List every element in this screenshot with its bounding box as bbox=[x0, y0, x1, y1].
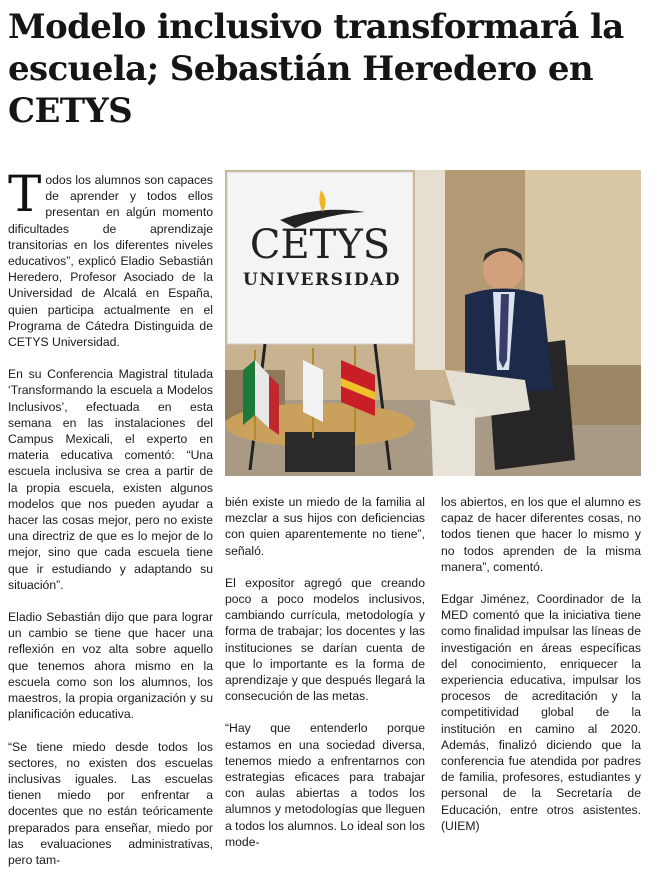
paragraph: los abiertos, en los que el alumno es capaz de hacer diferentes cosas, no todos tienen que hacer lo mismo y no todos aprenden de la misma manera”, comentó. bbox=[441, 495, 641, 574]
paragraph: Eladio Sebastián dijo que para lograr un cambio se tiene que hacer una reflexión en voz alta sobre aquello que tenemos ahora mismo en la escuela como son los alumnos, los maestros, la propia organización y su planificación educativa. bbox=[8, 610, 213, 722]
paragraph: En su Conferencia Magistral titulada ‘Transformando la escuela a Modelos Inclusivos’, efectuada en esta semana en las instalaciones del Campus Mexicali, el experto en materia educativa comentó: “Una escuela inclusiva se crea a partir de la propia escuela, existen algunos modelos que nos pueden ayudar a hacer las cosas mejor, pero no existe una directriz de que es lo mejor de lo mejor, sino que cada escuela tiene que ir estudiando y adaptando su situación”. bbox=[8, 367, 213, 592]
article-column-1 bbox=[8, 165, 213, 884]
paragraph-text: odos los alumnos son capaces de aprender y todos ellos presentan en algún momento dificultades de aprendizaje transitorias en los diferentes niveles educativos”, explicó Eladio Sebastián Heredero, Profesor Asociado de la Universidad de Alcalá en España, quien participa actualmente en el Programa de Cátedra Distinguida de CETYS Universidad. bbox=[8, 173, 213, 350]
sign-sub: UNIVERSIDAD bbox=[243, 270, 401, 290]
paragraph: Edgar Jiménez, Coordinador de la MED comentó que la iniciativa tiene como finalidad impulsar las líneas de investigación en áreas específicas del conocimiento, enriquecer la experiencia educativa, impulsar los procesos de acreditación y la competitividad global de la institución en camino al 2020. Además, finalizó diciendo que la conferencia fue atendida por padres de familia, profesores, estudiantes y personal de la Secretaría de Educación, entre otros asistentes. (UIEM) bbox=[441, 592, 641, 833]
paragraph: bién existe un miedo de la familia al mezclar a sus hijos con deficiencias con quien aparentemente no tiene”, señaló. bbox=[225, 495, 425, 558]
article-column-2 bbox=[225, 494, 425, 866]
drop-cap: T bbox=[8, 165, 42, 223]
photo-illustration bbox=[225, 170, 641, 476]
sign-brand: CETYS bbox=[249, 222, 391, 268]
article-column-3 bbox=[441, 494, 641, 850]
article-photo bbox=[225, 170, 641, 476]
article-headline: Modelo inclusivo transformará la escuela; Sebastián Heredero en CETYS bbox=[8, 7, 624, 131]
paragraph: El expositor agregó que creando poco a poco modelos inclusivos, cambiando currícula, metodología y forma de trabajar; los docentes y las instituciones se darían cuenta de que lo importante es la forma de aprendizaje y que después llegará la consecución de las metas. bbox=[225, 575, 425, 704]
paragraph bbox=[8, 165, 213, 350]
paragraph: “Hay que entenderlo porque estamos en una sociedad diversa, tenemos miedo a enfrentarnos con estrategias eficaces para trabajar con aulas abiertas a todos los alumnos y metodologías que lleguen a todos los alumnos. Lo ideal son los mode- bbox=[225, 721, 425, 849]
paragraph: “Se tiene miedo desde todos los sectores, no existen dos escuelas inclusivas iguales. Las escuelas tienen miedo por enfrentar a docentes que no están teóricamente preparados para enseñar, miedo por las evaluaciones administrativas, pero tam- bbox=[8, 739, 213, 867]
